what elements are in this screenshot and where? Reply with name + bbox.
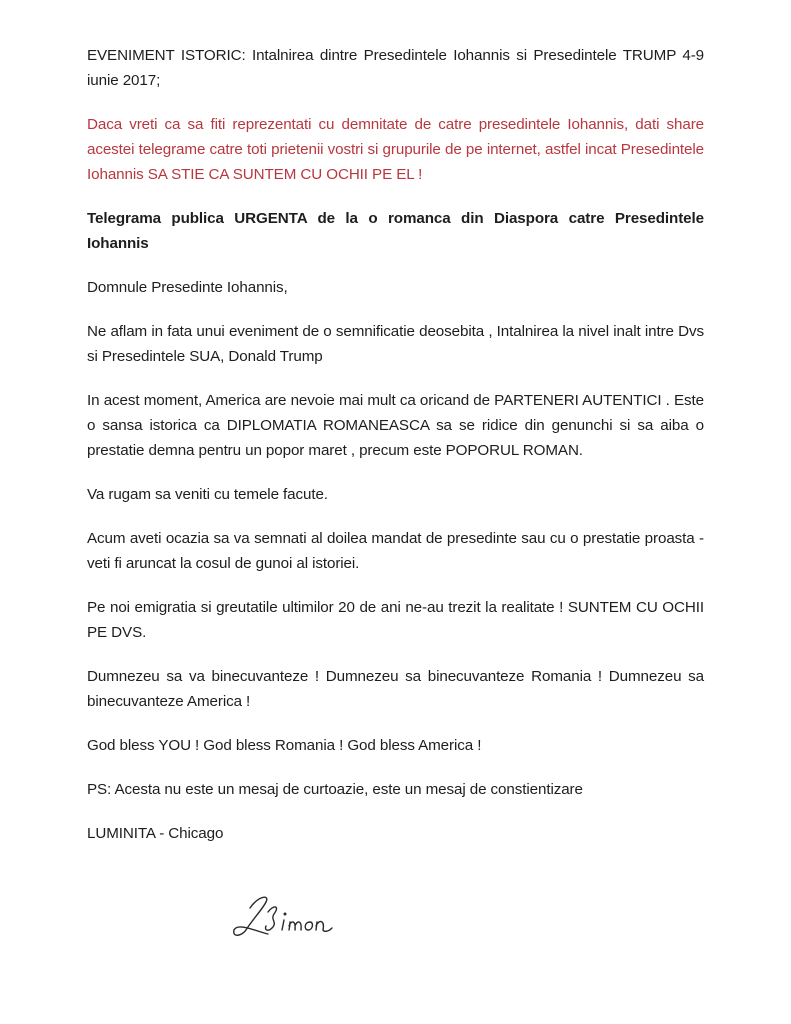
share-appeal: Daca vreti ca sa fiti reprezentati cu demnitate de catre presedintele Iohannis, dati share acestei telegrame catre toti prietenii vostri si grupurile de pe internet, astfel incat Presedintele Iohannis SA STIE CA SUNTEM CU OCHII PE EL ! bbox=[87, 116, 704, 183]
salutation: Domnule Presedinte Iohannis, bbox=[87, 279, 288, 296]
headline: EVENIMENT ISTORIC: Intalnirea dintre Presedintele Iohannis si Presedintele TRUMP 4-9 iunie 2017; bbox=[87, 47, 704, 89]
body-paragraph: Acum aveti ocazia sa va semnati al doilea mandat de presedinte sau cu o prestatie proasta - veti fi aruncat la cosul de gunoi al istoriei. bbox=[87, 530, 704, 572]
telegram-title: Telegrama publica URGENTA de la o romanca din Diaspora catre Presedintele Iohannis bbox=[87, 210, 704, 252]
letter-page bbox=[87, 43, 704, 865]
body-paragraph: Va rugam sa veniti cu temele facute. bbox=[87, 486, 328, 503]
body-paragraph: In acest moment, America are nevoie mai mult ca oricand de PARTENERI AUTENTICI . Este o sansa istorica ca DIPLOMATIA ROMANEASCA sa se ridice din genunchi si sa aiba o prestatie demna pentru un popor maret , precum este POPORUL ROMAN. bbox=[87, 392, 704, 459]
body-paragraph: Ne aflam in fata unui eveniment de o semnificatie deosebita , Intalnirea la nivel inalt intre Dvs si Presedintele SUA, Donald Trump bbox=[87, 323, 704, 365]
handwritten-signature bbox=[228, 886, 358, 946]
sign-off: LUMINITA - Chicago bbox=[87, 825, 224, 842]
blessing-paragraph: Dumnezeu sa va binecuvanteze ! Dumnezeu sa binecuvanteze Romania ! Dumnezeu sa binecuvanteze America ! bbox=[87, 668, 704, 710]
postscript: PS: Acesta nu este un mesaj de curtoazie, este un mesaj de constientizare bbox=[87, 781, 583, 798]
body-paragraph: Pe noi emigratia si greutatile ultimilor 20 de ani ne-au trezit la realitate ! SUNTEM CU OCHII PE DVS. bbox=[87, 599, 704, 641]
god-bless-line: God bless YOU ! God bless Romania ! God bless America ! bbox=[87, 737, 482, 754]
